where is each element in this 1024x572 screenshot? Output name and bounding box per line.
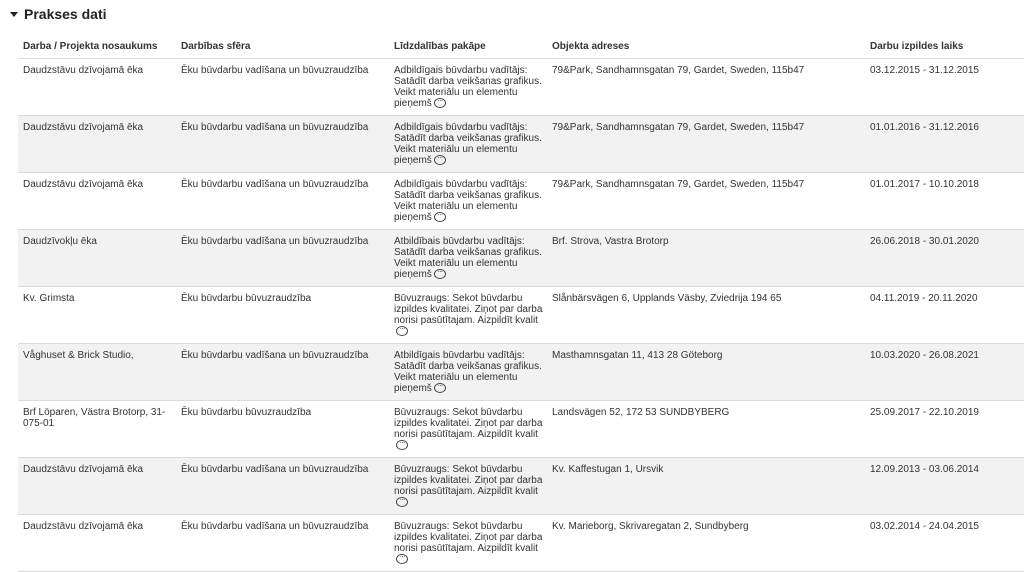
cell-sphere: Ēku būvdarbu vadīšana un būvuzraudzība	[181, 122, 369, 133]
more-icon[interactable]	[396, 497, 408, 507]
more-icon[interactable]	[396, 440, 408, 450]
more-icon[interactable]	[396, 326, 408, 336]
cell-period: 04.11.2019 - 20.11.2020	[870, 293, 978, 304]
header-participation: Līdzdalības pakāpe	[394, 40, 486, 52]
cell-sphere: Ēku būvdarbu vadīšana un būvuzraudzība	[181, 350, 369, 361]
participation-text: Būvuzraugs: Sekot būvdarbu izpildes kvalitatei. Ziņot par darba norisi pasūtītajam. Aizpildīt kvalit	[394, 464, 543, 497]
section-title: Prakses dati	[24, 6, 107, 22]
cell-participation	[389, 116, 547, 172]
participation-text: Būvuzraugs: Sekot būvdarbu izpildes kvalitatei. Ziņot par darba norisi pasūtītajam. Aizpildīt kvalit	[394, 521, 543, 554]
cell-participation	[389, 344, 547, 400]
table-body	[18, 59, 1024, 572]
participation-text: Adbildīgais būvdarbu vadītājs: Satādīt darba veikšanas grafikus. Veikt materiālu un elementu pieņemš	[394, 179, 542, 223]
participation-text: Adbildīgais būvdarbu vadītājs: Satādīt darba veikšanas grafikus. Veikt materiālu un elementu pieņemš	[394, 65, 542, 109]
cell-address: Brf. Strova, Vastra Brotorp	[552, 236, 669, 247]
cell-project-name: Våghuset & Brick Studio,	[23, 350, 134, 361]
cell-address: Kv. Kaffestugan 1, Ursvik	[552, 464, 664, 475]
cell-participation	[389, 458, 547, 514]
cell-address: Masthamnsgatan 11, 413 28 Göteborg	[552, 350, 723, 361]
cell-period: 03.02.2014 - 24.04.2015	[870, 521, 979, 532]
cell-sphere: Ēku būvdarbu vadīšana un būvuzraudzība	[181, 236, 369, 247]
cell-participation	[389, 230, 547, 286]
cell-sphere: Ēku būvdarbu vadīšana un būvuzraudzība	[181, 65, 369, 76]
practice-table	[18, 34, 1024, 572]
cell-sphere: Ēku būvdarbu būvuzraudzība	[181, 293, 312, 304]
table-row	[18, 230, 1024, 287]
cell-sphere: Ēku būvdarbu vadīšana un būvuzraudzība	[181, 179, 369, 190]
participation-text: Būvuzraugs: Sekot būvdarbu izpildes kvalitatei. Ziņot par darba norisi pasūtītajam. Aizpildīt kvalit	[394, 407, 543, 440]
section-toggle[interactable]	[10, 6, 107, 22]
cell-period: 01.01.2017 - 10.10.2018	[870, 179, 979, 190]
cell-address: 79&Park, Sandhamnsgatan 79, Gardet, Sweden, 115b47	[552, 179, 805, 190]
cell-project-name: Kv. Grimsta	[23, 293, 75, 304]
cell-project-name: Brf Löparen, Västra Brotorp, 31-075-01	[23, 407, 166, 429]
participation-text: Atbildīgais būvdarbu vadītājs: Satādīt darba veikšanas grafikus. Veikt materiālu un elementu pieņemš	[394, 350, 542, 394]
more-icon[interactable]	[434, 269, 446, 279]
cell-sphere: Ēku būvdarbu vadīšana un būvuzraudzība	[181, 521, 369, 532]
cell-participation	[389, 287, 547, 343]
table-row	[18, 287, 1024, 344]
participation-text: Būvuzraugs: Sekot būvdarbu izpildes kvalitatei. Ziņot par darba norisi pasūtītajam. Aizpildīt kvalit	[394, 293, 543, 326]
header-sphere: Darbības sfēra	[181, 40, 251, 52]
more-icon[interactable]	[434, 98, 446, 108]
cell-period: 10.03.2020 - 26.08.2021	[870, 350, 979, 361]
participation-text: Atbildībais būvdarbu vadītājs: Satādīt darba veikšanas grafikus. Veikt materiālu un elementu pieņemš	[394, 236, 542, 280]
table-row	[18, 59, 1024, 116]
cell-sphere: Ēku būvdarbu vadīšana un būvuzraudzība	[181, 464, 369, 475]
cell-period: 26.06.2018 - 30.01.2020	[870, 236, 979, 247]
cell-address: 79&Park, Sandhamnsgatan 79, Gardet, Sweden, 115b47	[552, 65, 805, 76]
table-row	[18, 458, 1024, 515]
cell-address: Landsvägen 52, 172 53 SUNDBYBERG	[552, 407, 730, 418]
table-header	[18, 34, 1024, 59]
cell-project-name: Daudzstāvu dzīvojamā ēka	[23, 65, 144, 76]
caret-down-icon	[10, 12, 18, 17]
cell-address: Kv. Marieborg, Skrivaregatan 2, Sundbyberg	[552, 521, 749, 532]
cell-address: Slånbärsvägen 6, Upplands Väsby, Zviedrija 194 65	[552, 293, 782, 304]
table-row	[18, 515, 1024, 572]
cell-project-name: Daudzstāvu dzīvojamā ēka	[23, 179, 144, 190]
cell-project-name: Daudzstāvu dzīvojamā ēka	[23, 464, 144, 475]
header-period: Darbu izpildes laiks	[870, 40, 964, 52]
more-icon[interactable]	[434, 155, 446, 165]
header-address: Objekta adreses	[552, 40, 630, 52]
participation-text: Adbildīgais būvdarbu vadītājs: Satādīt darba veikšanas grafikus. Veikt materiālu un elementu pieņemš	[394, 122, 542, 166]
cell-period: 01.01.2016 - 31.12.2016	[870, 122, 979, 133]
cell-period: 25.09.2017 - 22.10.2019	[870, 407, 979, 418]
table-row	[18, 401, 1024, 458]
cell-participation	[389, 515, 547, 571]
cell-project-name: Daudzstāvu dzīvojamā ēka	[23, 122, 144, 133]
cell-participation	[389, 401, 547, 457]
more-icon[interactable]	[396, 554, 408, 564]
table-row	[18, 116, 1024, 173]
cell-period: 03.12.2015 - 31.12.2015	[870, 65, 979, 76]
cell-participation	[389, 173, 547, 229]
cell-sphere: Ēku būvdarbu būvuzraudzība	[181, 407, 312, 418]
cell-participation	[389, 59, 547, 115]
table-row	[18, 344, 1024, 401]
table-row	[18, 173, 1024, 230]
cell-project-name: Daudzstāvu dzīvojamā ēka	[23, 521, 144, 532]
header-project-name: Darba / Projekta nosaukums	[23, 40, 158, 52]
cell-period: 12.09.2013 - 03.06.2014	[870, 464, 979, 475]
cell-address: 79&Park, Sandhamnsgatan 79, Gardet, Sweden, 115b47	[552, 122, 805, 133]
more-icon[interactable]	[434, 212, 446, 222]
more-icon[interactable]	[434, 383, 446, 393]
cell-project-name: Daudzīvokļu ēka	[23, 236, 97, 247]
